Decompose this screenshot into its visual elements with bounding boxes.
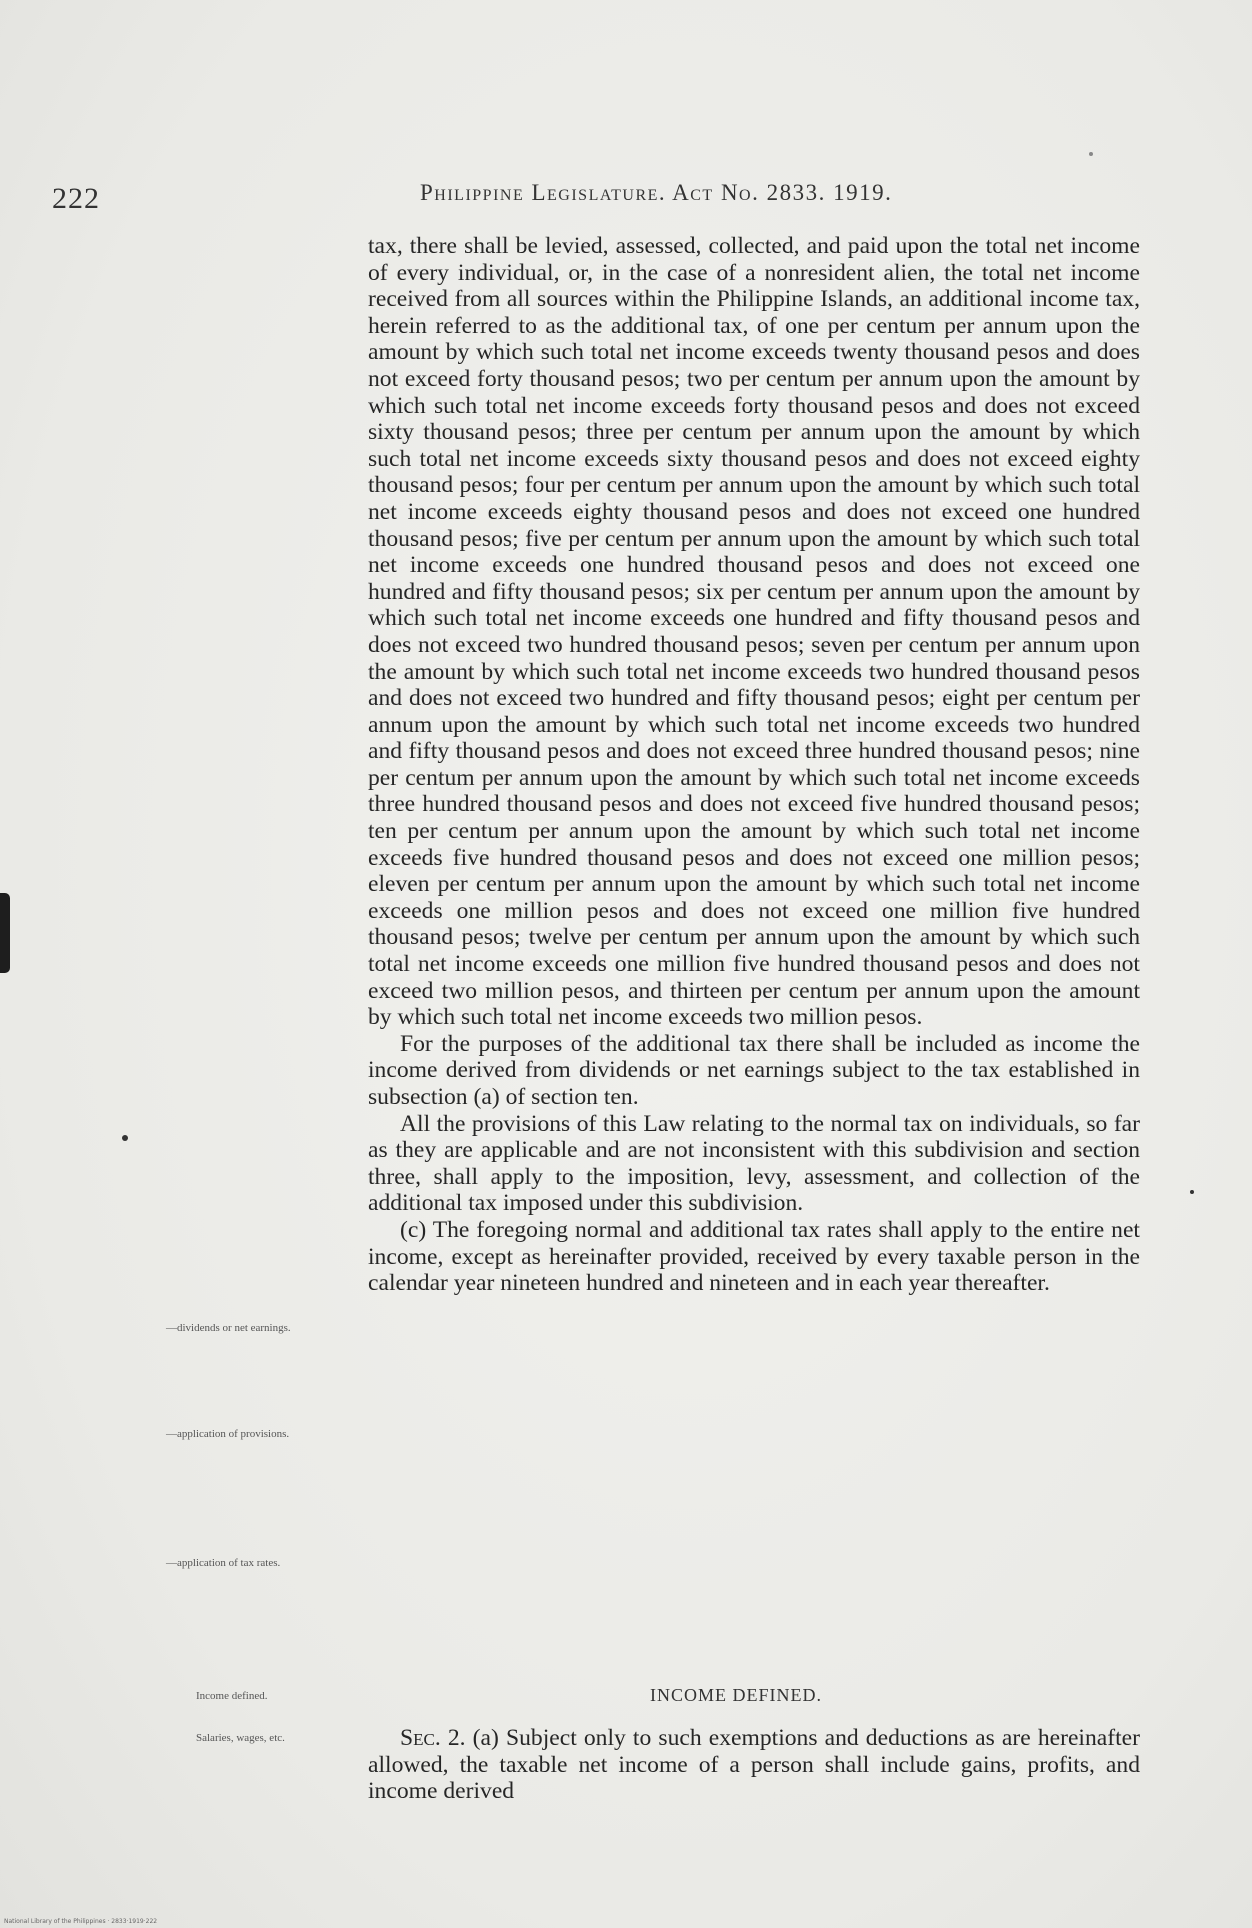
- paragraph-dividends: For the purposes of the additional tax there shall be included as income the income derived from dividends or net earnings subject to the tax established in subsection (a) of section ten.: [368, 1030, 1140, 1110]
- section-2-label: Sec. 2.: [400, 1725, 466, 1751]
- section-heading: INCOME DEFINED.: [650, 1685, 822, 1705]
- binding-edge-mark: [0, 893, 10, 973]
- margin-note-dividends: —dividends or net earnings.: [166, 1322, 291, 1334]
- margin-note-income-defined: Income defined.: [196, 1690, 268, 1702]
- paragraph-application-of-provisions: All the provisions of this Law relating to the normal tax on individuals, so far as they are applicable and are not inconsistent with this subdivision and section three, shall apply to the imposition, levy, assessment, and collection of the additional tax imposed under this subdivision.: [368, 1110, 1140, 1217]
- running-head: Philippine Legislature. Act No. 2833. 1919.: [420, 180, 893, 205]
- margin-note-salaries: Salaries, wages, etc.: [196, 1732, 285, 1744]
- section-2-body: (a) Subject only to such exemptions and deductions as are hereinafter allowed, the taxable net income of a person shall include gains, profits, and income derived: [368, 1725, 1140, 1805]
- speck: [1190, 1190, 1194, 1194]
- paragraph-section-2: [368, 1725, 1140, 1805]
- speck: [122, 1135, 128, 1141]
- footer-tag: National Library of the Philippines · 2833·1919·222: [4, 1918, 158, 1925]
- margin-note-application-rates: —application of tax rates.: [166, 1557, 281, 1569]
- speck: [1089, 152, 1093, 156]
- page-number: 222: [52, 182, 100, 215]
- body-text: [368, 233, 1140, 1297]
- paragraph-application-of-rates: (c) The foregoing normal and additional tax rates shall apply to the entire net income, except as hereinafter provided, received by every taxable person in the calendar year nineteen hundred and nineteen and in each year thereafter.: [368, 1216, 1140, 1297]
- margin-note-application-provisions: —application of provisions.: [166, 1428, 290, 1440]
- section-2-text: [368, 1725, 1140, 1805]
- paragraph-additional-tax-rates: tax, there shall be levied, assessed, collected, and paid upon the total net income of every individual, or, in the case of a nonresident alien, the total net income received from all sources within the Philippine Islands, an additional income tax, herein referred to as the additional tax, of one per centum per annum upon the amount by which such total net income exceeds twenty thousand pesos and does not exceed forty thousand pesos; two per centum per annum upon the amount by which such total net income exceeds forty thousand pesos and does not exceed sixty thousand pesos; three per centum per annum upon the amount by which such total net income exceeds sixty thousand pesos and does not exceed eighty thousand pesos; four per centum per annum upon the amount by which such total net income exceeds eighty thousand pesos and does not exceed one hundred thousand pesos; five per centum per annum upon the amount by which such total net income exceeds one hundred thousand pesos and does not exceed one hundred and fifty thousand pesos; six per centum per annum upon the amount by which such total net income exceeds one hundred and fifty thousand pesos and does not exceed two hundred thousand pesos; seven per centum per annum upon the amount by which such total net income exceeds two hundred thousand pesos and does not exceed two hundred and fifty thousand pesos; eight per centum per annum upon the amount by which such total net income exceeds two hundred and fifty thousand pesos and does not exceed three hundred thousand pesos; nine per centum per annum upon the amount by which such total net income exceeds three hundred thousand pesos and does not exceed five hundred thousand pesos; ten per centum per annum upon the amount by which such total net income exceeds five hundred thousand pesos and does not exceed one million pesos; eleven per centum per annum upon the amount by which such total net income exceeds one million pesos and does not exceed one million five hundred thousand pesos; twelve per centum per annum upon the amount by which such total net income exceeds one million five hundred thousand pesos and does not exceed two million pesos, and thirteen per centum per annum upon the amount by which such total net income exceeds two million pesos.: [368, 233, 1140, 1031]
